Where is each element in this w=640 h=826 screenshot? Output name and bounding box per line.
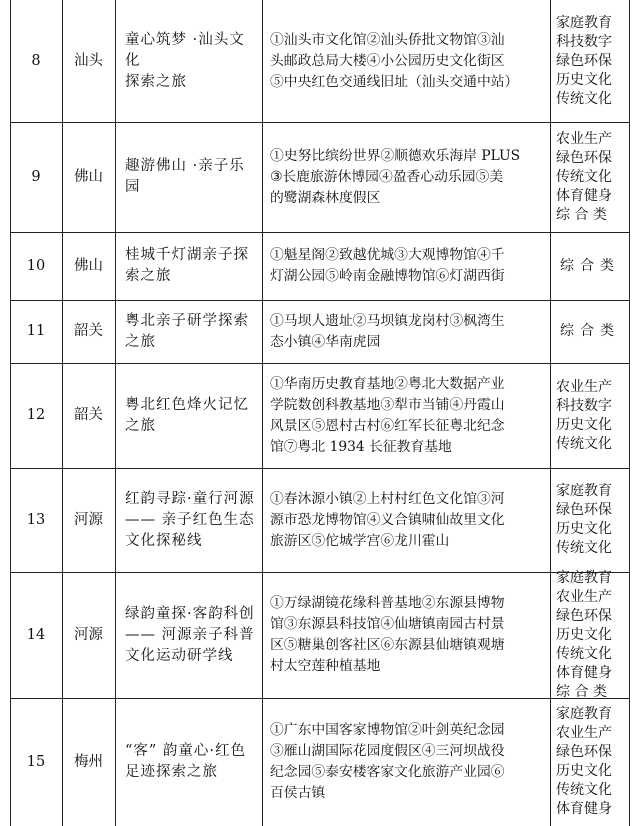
category-list: 综合类	[560, 257, 620, 274]
category-list: 农业生产 科技数字 历史文化 传统文化	[556, 378, 612, 452]
row-number-cell	[10, 300, 62, 363]
row-number-cell	[10, 572, 62, 698]
route-name-cell	[115, 698, 262, 826]
site-list-cell	[262, 0, 550, 122]
row-number-cell	[10, 122, 62, 232]
route-name-cell	[115, 363, 262, 468]
category-list-cell	[550, 468, 630, 572]
row-number: 13	[26, 511, 46, 528]
site-list-cell	[262, 300, 550, 363]
row-number: 12	[26, 407, 46, 423]
row-number-cell	[10, 468, 62, 572]
city-name-cell	[62, 0, 115, 122]
site-list: ①马坝人遗址②马坝镇龙岗村③枫湾生 态小镇④华南虎园	[270, 312, 505, 350]
site-list-cell	[262, 363, 550, 468]
city-name-cell	[62, 698, 115, 826]
route-name: “客” 韵童心·红色 足迹探索之旅	[125, 743, 247, 780]
site-list: ①万绿湖镜花缘科普基地②东源县博物 馆③东源县科技馆④仙塘镇南园古村景 区⑤糖巢创客社区⑥东源县仙塘镇观塘 村太空莲种植基地	[270, 595, 505, 674]
category-list-cell	[550, 363, 630, 468]
route-name: 趣游佛山 ·亲子乐园	[125, 158, 245, 195]
category-list-cell	[550, 0, 630, 122]
category-list-cell	[550, 232, 630, 300]
row-number: 10	[26, 257, 46, 274]
category-list: 家庭教育 农业生产 绿色环保 历史文化 传统文化 体育健身 综 合 类	[556, 569, 612, 700]
category-list: 农业生产 绿色环保 传统文化 体育健身 综 合 类	[556, 130, 612, 223]
city-name: 汕头	[74, 52, 103, 69]
row-number-cell	[10, 363, 62, 468]
site-list: ①汕头市文化馆②汕头侨批文物馆③汕 头邮政总局大楼④小公园历史文化街区 ⑤中央红色交通线旧址（汕头交通中站）	[270, 31, 519, 90]
city-name: 河源	[74, 626, 103, 643]
site-list: ①魁星阁②致越优城③大观博物馆④千 灯湖公园⑤岭南金融博物馆⑥灯湖西街	[270, 247, 505, 284]
route-name-cell	[115, 468, 262, 572]
city-name-cell	[62, 300, 115, 363]
site-list-cell	[262, 468, 550, 572]
site-list-cell	[262, 572, 550, 698]
row-number: 8	[31, 52, 41, 69]
site-list: ①华南历史教育基地②粤北大数据产业 学院数创科教基地③犁市当铺④丹霞山 风景区⑤恩村古村⑥红军长征粤北纪念 馆⑦粤北 1934 长征教育基地	[270, 375, 505, 455]
city-name-cell	[62, 572, 115, 698]
city-name: 韶关	[74, 323, 103, 339]
route-name: 红韵寻踪·童行河源 —— 亲子红色生态 文化探秘线	[125, 490, 255, 549]
category-list: 家庭教育 绿色环保 历史文化 传统文化	[556, 483, 612, 556]
category-list-cell	[550, 122, 630, 232]
city-name: 梅州	[74, 753, 103, 770]
route-name-cell	[115, 232, 262, 300]
city-name: 河源	[74, 511, 103, 528]
city-name: 韶关	[74, 407, 103, 423]
row-number: 14	[26, 626, 46, 643]
city-name-cell	[62, 363, 115, 468]
row-number-cell	[10, 0, 62, 122]
route-table	[10, 0, 630, 826]
category-list: 综合类	[560, 323, 620, 339]
category-list: 家庭教育 农业生产 绿色环保 历史文化 传统文化 体育健身	[556, 706, 612, 817]
route-name-cell	[115, 0, 262, 122]
route-name-cell	[115, 122, 262, 232]
site-list: ①史努比缤纷世界②顺德欢乐海岸 PLUS ③长鹿旅游休博园④盈香心动乐园⑤美 的鹭湖森林度假区	[270, 147, 521, 206]
category-list-cell	[550, 698, 630, 826]
site-list-cell	[262, 122, 550, 232]
row-number-cell	[10, 698, 62, 826]
row-number: 11	[26, 323, 46, 339]
category-list-cell	[550, 569, 630, 700]
city-name-cell	[62, 122, 115, 232]
city-name-cell	[62, 468, 115, 572]
row-number-cell	[10, 232, 62, 300]
category-list-cell	[550, 300, 630, 363]
route-name: 粤北红色烽火记忆 之旅	[125, 396, 249, 434]
category-list: 家庭教育 科技数字 绿色环保 历史文化 传统文化	[556, 14, 612, 107]
site-list: ①春沐源小镇②上村村红色文化馆③河 源市恐龙博物馆④义合镇啸仙故里文化 旅游区⑤佗城学宫⑥龙川霍山	[270, 490, 505, 549]
route-name: 绿韵童探·客韵科创 —— 河源亲子科普 文化运动研学线	[125, 605, 255, 664]
site-list: ①广东中国客家博物馆②叶剑英纪念园 ③雁山湖国际花园度假区④三河坝战役 纪念园⑤泰安楼客家文化旅游产业园⑥ 百侯古镇	[270, 722, 505, 801]
site-list-cell	[262, 698, 550, 826]
route-name: 童心筑梦 ·汕头文化 探索之旅	[125, 31, 245, 90]
route-name-cell	[115, 300, 262, 363]
row-number: 9	[31, 168, 41, 185]
city-name-cell	[62, 232, 115, 300]
route-name: 粤北亲子研学探索 之旅	[125, 312, 249, 350]
route-name: 桂城千灯湖亲子探 索之旅	[125, 247, 249, 284]
city-name: 佛山	[74, 168, 103, 185]
site-list-cell	[262, 232, 550, 300]
route-name-cell	[115, 572, 262, 698]
row-number: 15	[26, 753, 46, 770]
city-name: 佛山	[74, 257, 103, 274]
